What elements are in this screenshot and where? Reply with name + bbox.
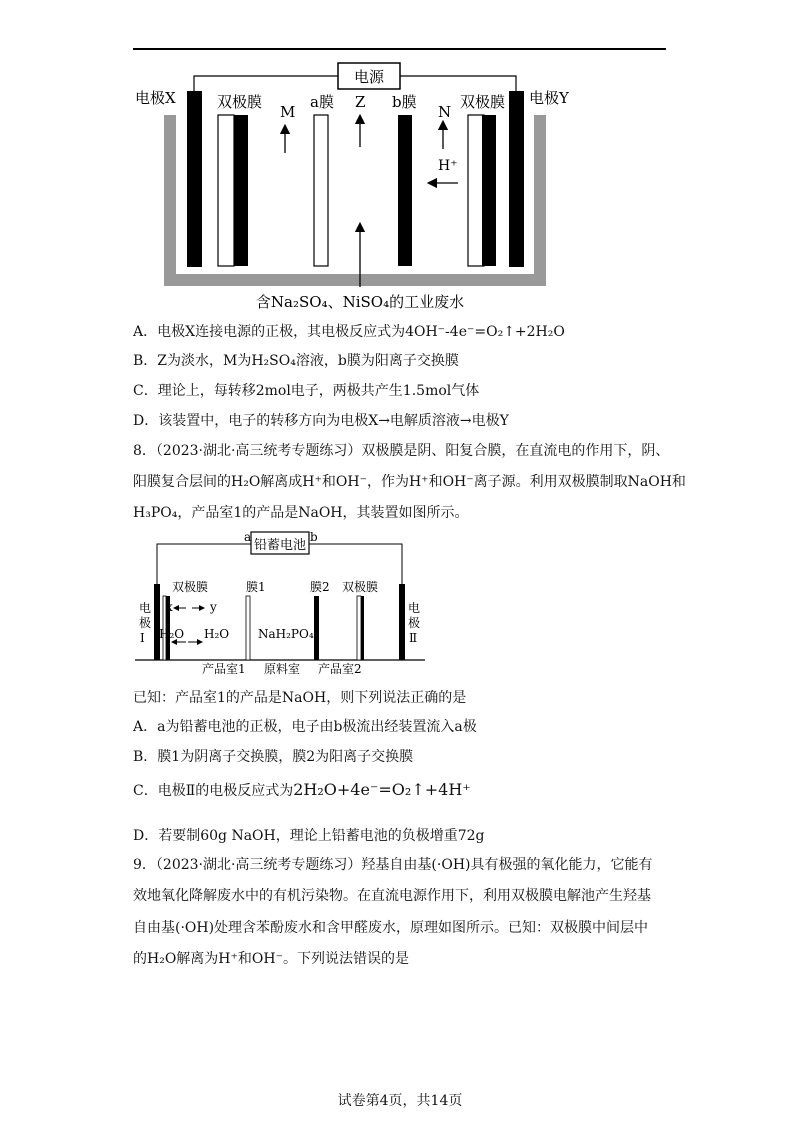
q7-option-d: D．该装置中，电子的转移方向为电极X→电解质溶液→电极Y [133,413,509,429]
electrode-1-char-1: 电 [139,601,152,615]
q9-stem-line-1: 9．（2023·湖北·高三统考专题练习）羟基自由基(·OH)具有极强的氧化能力，它能有 [133,857,653,873]
electrode-y [509,91,524,267]
label-M: M [280,103,296,121]
h2o-left: H₂O [159,627,185,641]
bipolar-membrane-2 [357,596,361,660]
battery-label: 铅蓄电池 [253,538,307,553]
membrane-a [314,115,328,266]
electrode-y-label: 电极Y [529,89,569,107]
bipolar-membrane-right [468,115,484,266]
bipolar-right-label: 双极膜 [460,93,506,111]
q9-stem-line-2: 效地氧化降解废水中的有机污染物。在直流电源作用下，利用双极膜电解池产生羟基 [133,888,651,904]
feed-room-label: 原料室 [264,662,301,676]
electrode-1-char-3: Ⅰ [140,631,145,645]
electrode-2-char-2: 极 [408,616,421,630]
membrane-a-label: a膜 [310,93,334,111]
electrode-2-char-3: Ⅱ [409,631,418,645]
q8-option-b: B．膜1为阴离子交换膜，膜2为阳离子交换膜 [133,749,414,765]
bipolar-2-label: 双极膜 [342,580,379,594]
electrolysis-figure-2 [130,528,430,678]
nah2po4-label: NaH₂PO₄ [258,627,314,641]
electrode-x [187,91,202,267]
h2o-right: H₂O [204,627,230,641]
electrode-1 [154,584,160,660]
q9-stem-line-4: 的H₂O解离为H⁺和OH⁻。下列说法错误的是 [133,951,409,967]
terminal-b: b [310,530,318,544]
power-label: 电源 [353,68,385,86]
x-label: x [166,600,173,614]
room-2-label: 产品室2 [318,662,362,676]
q8-option-c-formula: 2H₂O+4e⁻=O₂↑+4H⁺ [293,780,471,799]
membrane-b-label: b膜 [392,93,417,111]
q7-option-c: C．理论上，每转移2mol电子，两极共产生1.5mol气体 [133,383,480,399]
membrane-2 [314,596,319,660]
electrode-2-char-1: 电 [408,601,421,615]
page-footer: 试卷第4页，共14页 [337,1093,463,1109]
q8-option-c [133,780,471,801]
bipolar-left-label: 双极膜 [217,93,263,111]
q8-stem-line-2: 阳膜复合层间的H₂O解离成H⁺和OH⁻，作为H⁺和OH⁻离子源。利用双极膜制取NaOH和 [133,474,686,490]
q7-option-b: B．Z为淡水，M为H₂SO₄溶液，b膜为阳离子交换膜 [133,353,459,369]
electrolysis-figure-1 [130,55,690,315]
q8-stem-line-1: 8．（2023·湖北·高三统考专题练习）双极膜是阴、阳复合膜，在直流电的作用下，阴、 [133,443,670,459]
membrane-2-label: 膜2 [310,580,330,594]
feed-label: 含Na₂SO₄、NiSO₄的工业废水 [255,293,465,311]
terminal-a: a [244,530,252,544]
y-label: y [210,600,217,614]
q8-option-d: D．若要制60g NaOH，理论上铅蓄电池的负极增重72g [133,828,485,844]
membrane-b [398,115,412,266]
electrode-1-char-2: 极 [139,616,152,630]
membrane-1 [246,596,250,660]
q8-option-a: A．a为铅蓄电池的正极，电子由b极流出经装置流入a极 [133,719,477,735]
bipolar-1-label: 双极膜 [172,580,209,594]
label-N: N [438,103,452,121]
membrane-1-label: 膜1 [246,580,266,594]
q8-stem-line-3: H₃PO₄，产品室1的产品是NaOH，其装置如图所示。 [133,505,469,521]
electrode-x-label: 电极X [135,89,176,107]
q9-stem-line-3: 自由基(·OH)处理含苯酚废水和含甲醛废水，原理如图所示。已知：双极膜中间层中 [133,920,649,936]
q8-option-c-text: C．电极Ⅱ的电极反应式为 [133,783,294,799]
label-Z: Z [355,93,366,111]
room-1-label: 产品室1 [202,662,246,676]
q7-option-a: A．电极X连接电源的正极，其电极反应式为4OH⁻-4e⁻=O₂↑+2H₂O [133,324,565,340]
header-rule [133,48,666,50]
bipolar-membrane-left [218,115,234,266]
q8-known: 已知：产品室1的产品是NaOH，则下列说法正确的是 [133,690,467,706]
electrode-2 [399,584,405,660]
h-plus-label: H⁺ [438,158,458,174]
